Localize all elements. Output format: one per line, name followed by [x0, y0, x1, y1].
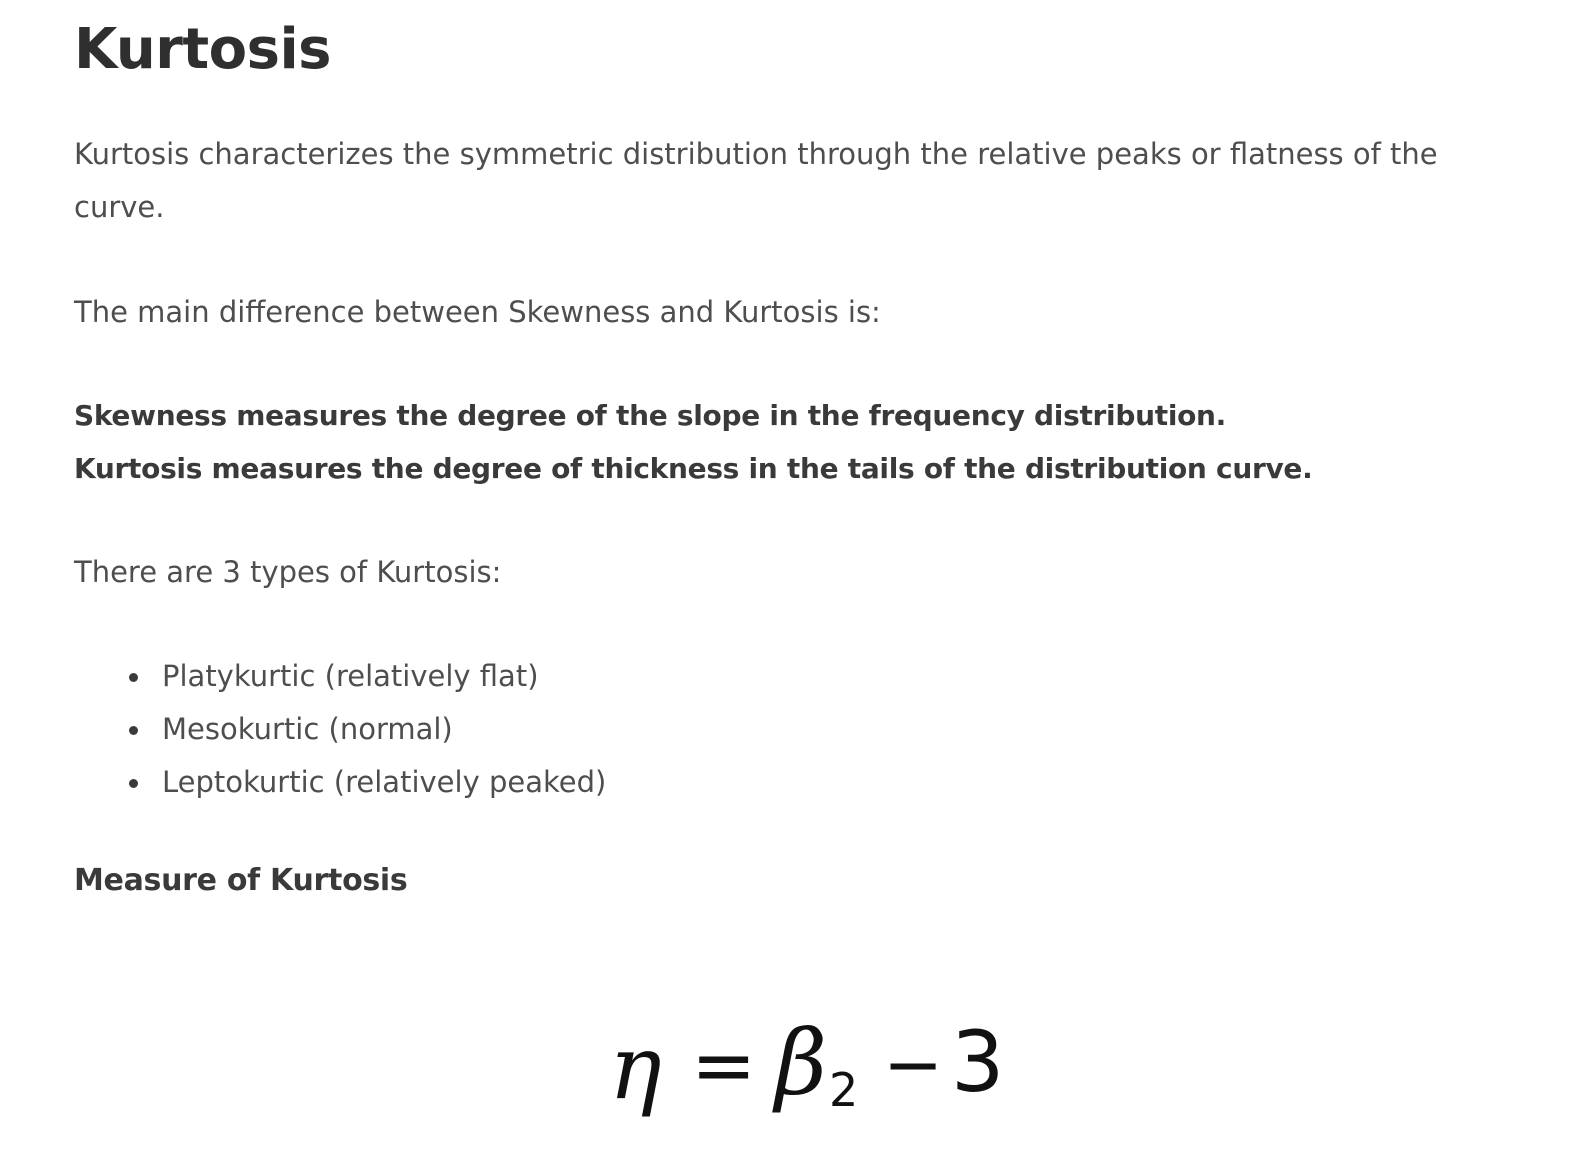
formula-beta-subscript: 2: [829, 1063, 859, 1117]
page-title: Kurtosis: [74, 17, 331, 82]
formula-beta: β: [775, 1011, 828, 1116]
intro-line-1: Kurtosis characterizes the symmetric distribution through the relative peaks or flatness of the: [74, 137, 1438, 171]
list-item-label: Leptokurtic (relatively peaked): [162, 765, 607, 799]
kurtosis-definition: Kurtosis measures the degree of thickness in the tails of the distribution curve.: [74, 452, 1313, 485]
list-item-leptokurtic: [74, 756, 606, 809]
formula-equals: =: [691, 1021, 757, 1111]
kurtosis-types-list: [74, 650, 606, 809]
formula-eta: η: [609, 1016, 662, 1119]
bullet-icon: [129, 726, 138, 735]
bullet-icon: [129, 673, 138, 682]
list-item-label: Mesokurtic (normal): [162, 712, 453, 746]
intro-paragraph: [74, 128, 1574, 234]
list-item-label: Platykurtic (relatively flat): [162, 659, 539, 693]
bullet-icon: [129, 779, 138, 788]
list-item-platykurtic: [74, 650, 606, 703]
list-item-mesokurtic: [74, 703, 606, 756]
difference-lead-paragraph: The main difference between Skewness and Kurtosis is:: [74, 295, 881, 329]
kurtosis-formula: [605, 1008, 1025, 1138]
measure-heading: Measure of Kurtosis: [74, 863, 408, 898]
formula-constant: 3: [951, 1013, 1005, 1111]
types-lead-paragraph: There are 3 types of Kurtosis:: [74, 555, 502, 589]
intro-line-2: curve.: [74, 190, 165, 224]
formula-minus: −: [883, 1022, 944, 1106]
skewness-definition: Skewness measures the degree of the slope in the frequency distribution.: [74, 399, 1227, 432]
